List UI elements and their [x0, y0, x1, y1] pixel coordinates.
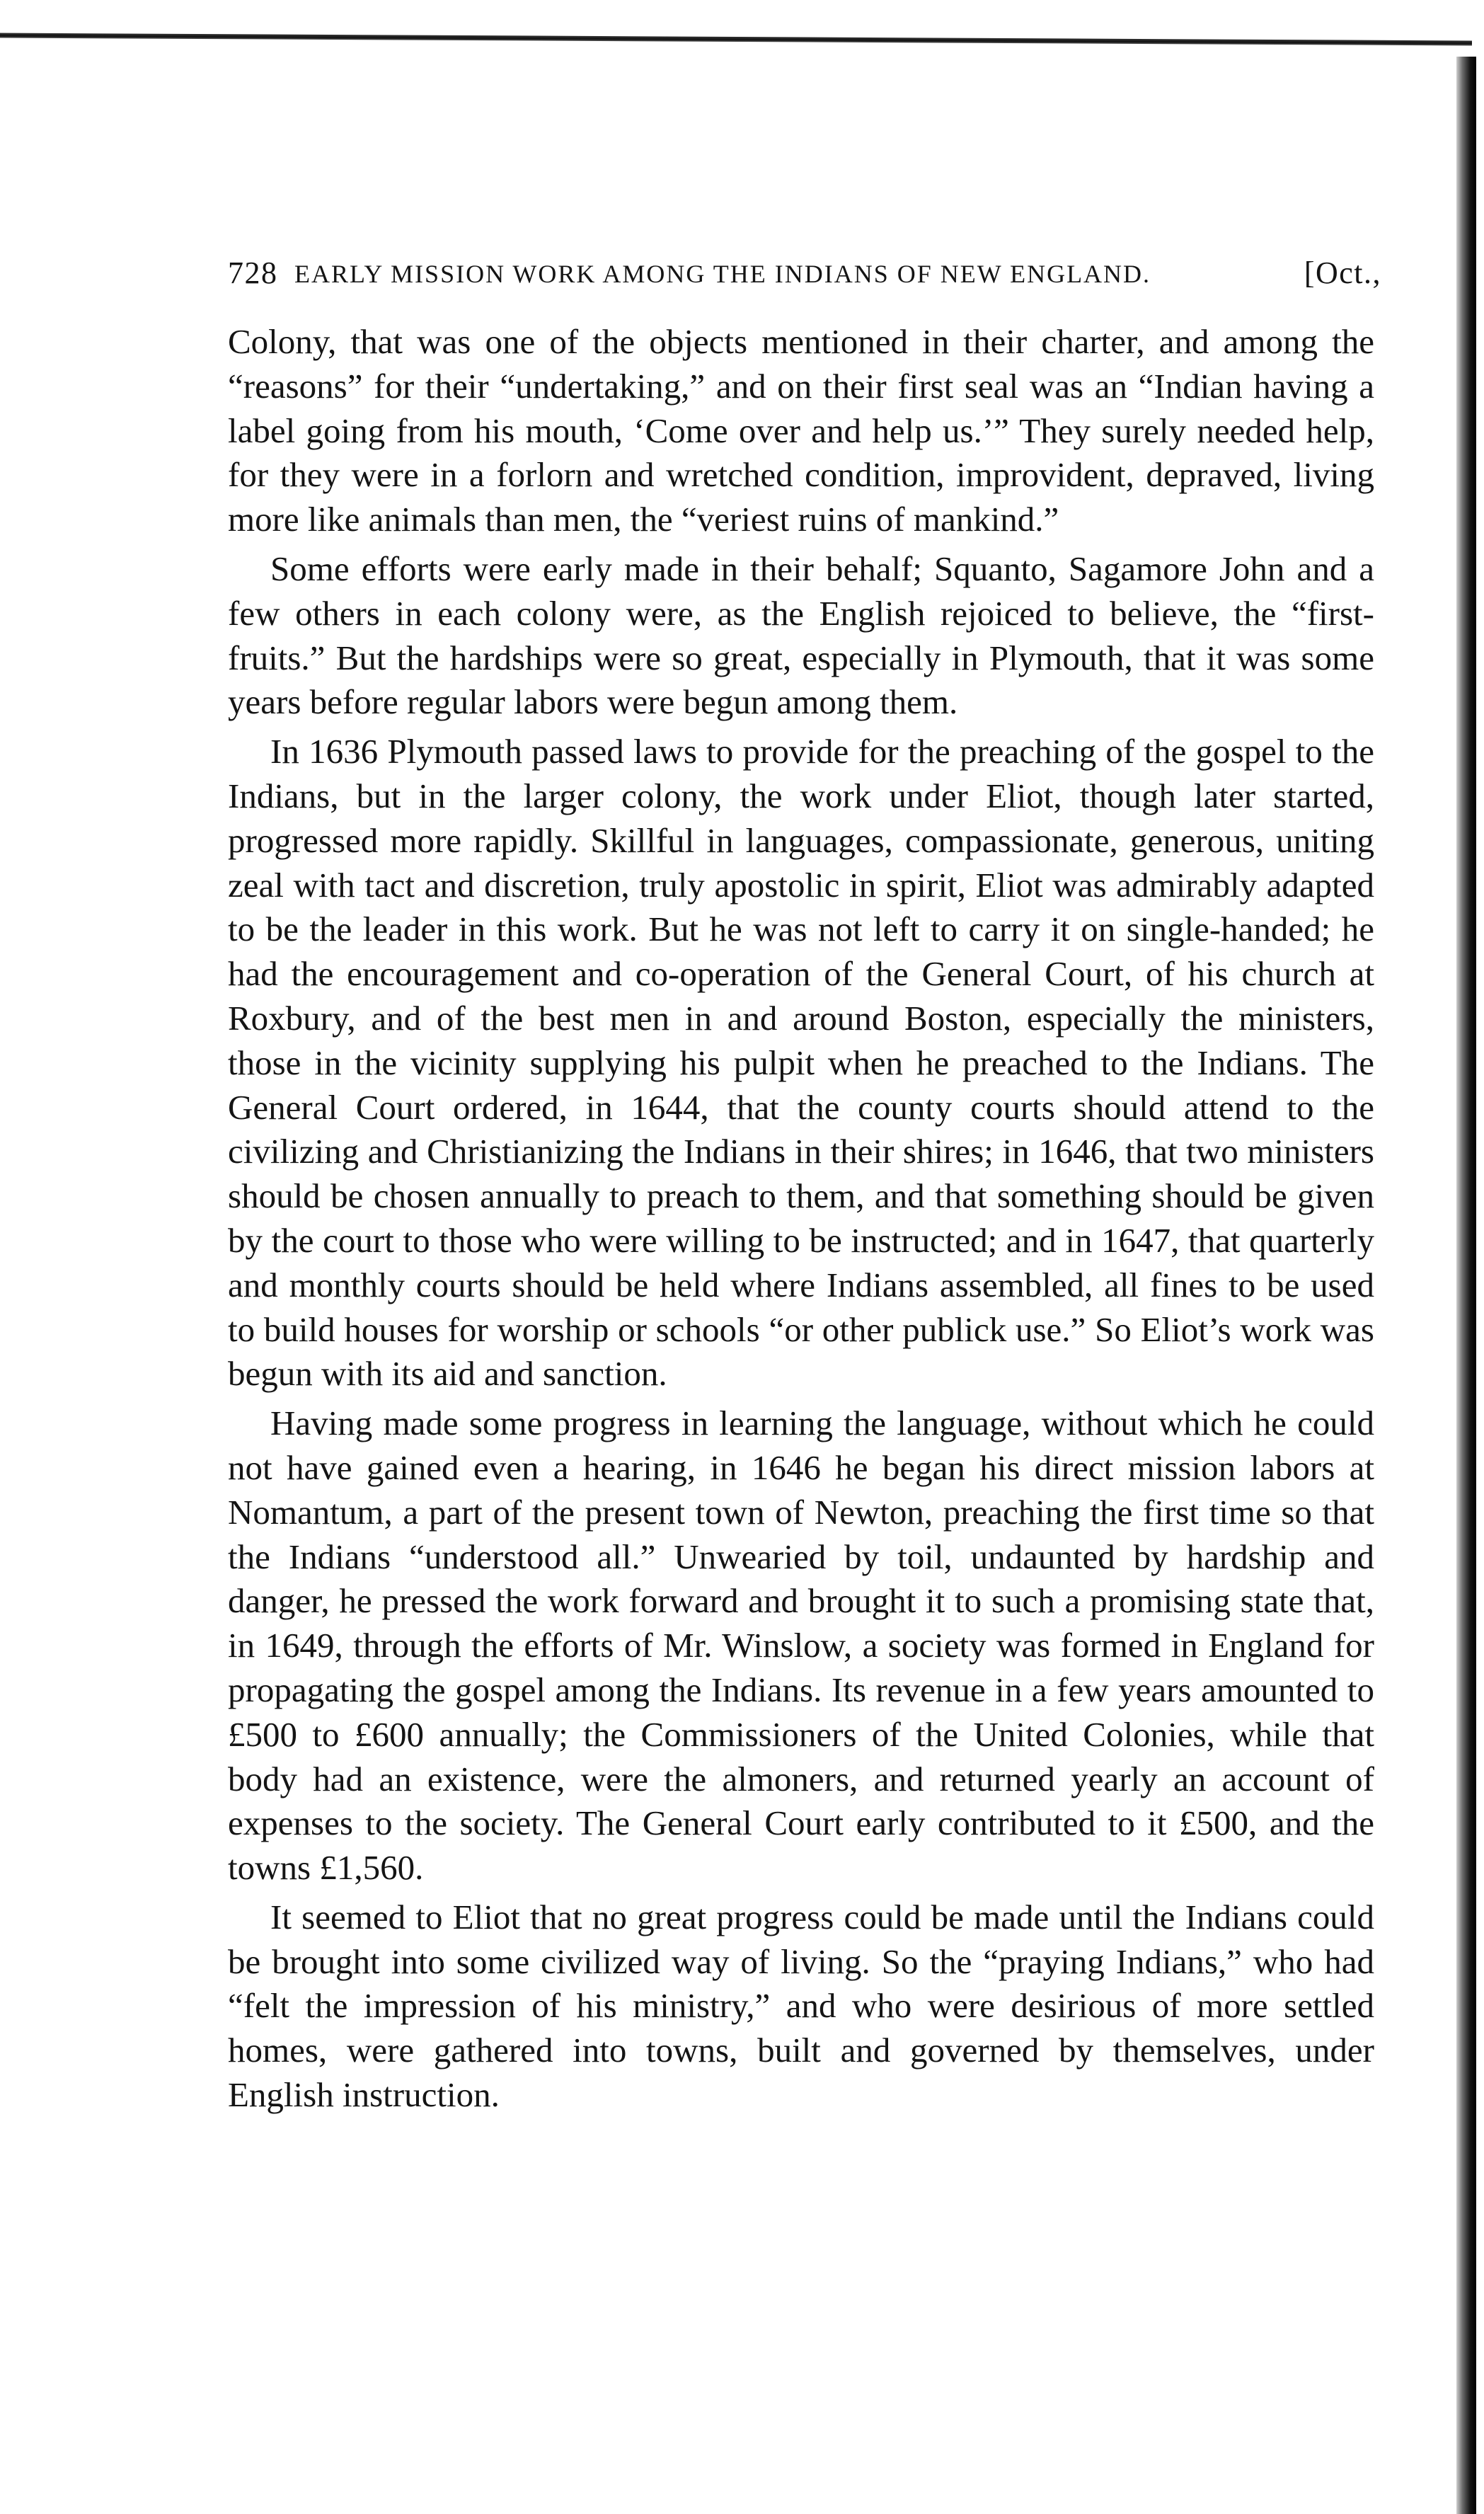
paragraph-1: Colony, that was one of the objects mentioned in their charter, and among the “reasons” for their “undertaking,” and on their first seal was an “Indian having a label going from his mouth, ‘Come over and help us.’” They surely needed help, for they were in a forlorn and wretched condition, improvident, depraved, living more like animals than men, the “veriest ruins of mankind.” [228, 322, 1374, 539]
running-month: [Oct., [1304, 256, 1381, 290]
scan-top-rule [0, 33, 1472, 46]
running-head [228, 255, 1381, 297]
running-title: EARLY MISSION WORK AMONG THE INDIANS OF NEW ENGLAND. [294, 260, 1151, 288]
paragraph-2: Some efforts were early made in their behalf; Squanto, Sagamore John and a few others in each colony were, as the English rejoiced to believe, the “first-fruits.” But the hardships were so great, especially in Plymouth, that it was some years before regular labors were begun among them. [228, 549, 1374, 722]
paragraph-3: In 1636 Plymouth passed laws to provide for the preaching of the gospel to the Indians, but in the larger colony, the work under Eliot, though later started, progressed more rapidly. Skillful in languages, compassionate, generous, uniting zeal with tact and discretion, truly apostolic in spirit, Eliot was admirably adapted to be the leader in this work. But he was not left to carry it on single-handed; he had the encouragement and co-operation of the General Court, of his church at Roxbury, and of the best men in and around Boston, especially the ministers, those in the vicinity supplying his pulpit when he preached to the Indians. The General Court ordered, in 1644, that the county courts should attend to the civilizing and Christianizing the Indians in their shires; in 1646, that two ministers should be chosen annually to preach to them, and that something should be given by the court to those who were willing to be instructed; and in 1647, that quarterly and monthly courts should be held where Indians assembled, all fines to be used to build houses for worship or schools “or other publick use.” So Eliot’s work was begun with its aid and sanction. [228, 732, 1374, 1394]
paragraph-4: Having made some progress in learning the language, without which he could not have gained even a hearing, in 1646 he began his direct mission labors at Nomantum, a part of the present town of Newton, preaching the first time so that the Indians “understood all.” Unwearied by toil, undaunted by hardship and danger, he pressed the work forward and brought it to such a promising state that, in 1649, through the efforts of Mr. Winslow, a society was formed in England for propagating the gospel among the Indians. Its revenue in a few years amounted to £500 to £600 annually; the Commissioners of the United Colonies, while that body had an existence, were the almoners, and returned yearly an account of expenses to the society. The General Court early contributed to it £500, and the towns £1,560. [228, 1404, 1374, 1888]
book-page [228, 255, 1381, 2123]
paragraph-5: It seemed to Eliot that no great progress could be made until the Indians could be brought into some civilized way of living. So the “praying Indians,” who had “felt the impression of his ministry,” and who were desirious of more settled homes, were gathered into towns, built and governed by themselves, under English instruction. [228, 1897, 1374, 2115]
page-number: 728 [228, 256, 278, 290]
body-text [228, 320, 1374, 2118]
scan-page-edge [1456, 57, 1476, 2514]
